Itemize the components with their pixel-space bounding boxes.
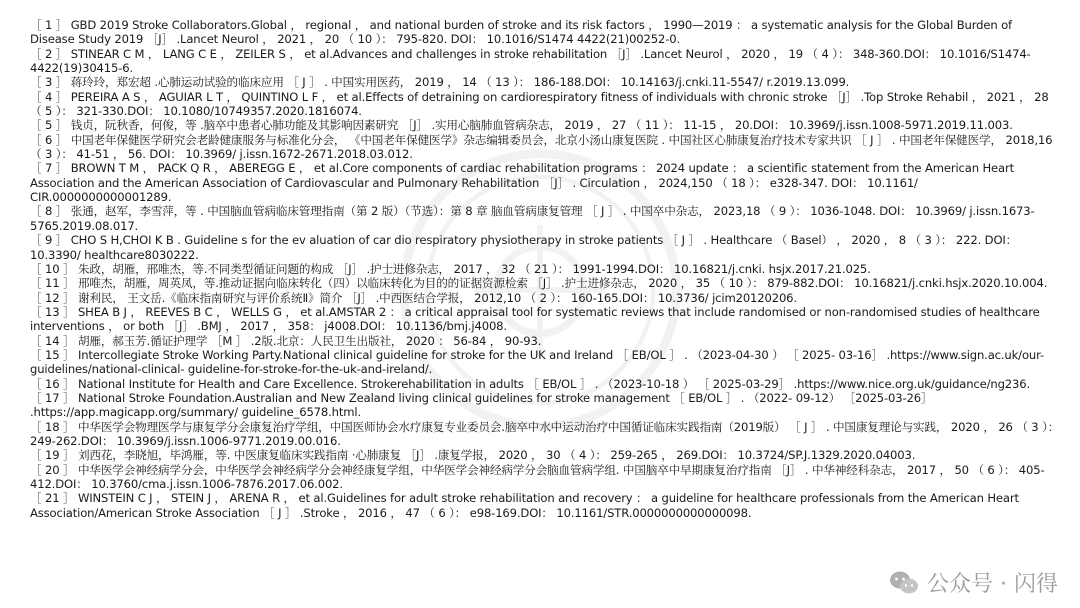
reference-entry: ［ 4 ］ PEREIRA A S ， AGUIAR L T ， QUINTINO L F ， et al.Effects of detraining on cardiorespiratory fitness of individuals with chronic stroke ［J］ .Top Stroke Rehabil ， 2021 ， 28 （ 5 ）： 321-330.DOI： 10.1080/10749357.2020.1816074. [30,89,1049,119]
reference-entry: ［ 11 ］ 邢唯杰，胡雁，周英凤，等.推动证据向临床转化（四）以临床转化为目的的证据资源检索 ［J］ .护士进修杂志， 2020 ， 35 （ 10 ）： 879-882.DOI： 10.16821/j.cnki.hsjx.2020.10.004. [30,276,1048,291]
reference-entry: ［ 16 ］ National Institute for Health and Care Excellence. Strokerehabilitation in adults ［ EB/OL ］ . （2023-10-18 ） ［ 2025-03-29］ .https://www.nice.org.uk/guidance/ng236. [30,376,1031,391]
reference-entry: ［ 15 ］ Intercollegiate Stroke Working Party.National clinical guideline for stroke for the UK and Ireland ［ EB/OL ］ . （2023-04-30 ） ［ 2025- 03-16］ .https://www.sign.ac.uk/our-guidelines/national-clinical- guideline-for-stroke-for-the-uk-and-ireland/. [30,347,1044,377]
reference-list [30,18,1060,520]
reference-entry: ［ 20 ］ 中华医学会神经病学分会，中华医学会神经病学分会神经康复学组，中华医学会神经病学分会脑血管病学组. 中国脑卒中早期康复治疗指南 ［J］ . 中华神经科杂志， 2017 ， 50 （ 6 ）： 405-412.DOI： 10.3760/cma.j.issn.1006-7876.2017.06.002. [30,462,1045,491]
reference-entry: ［ 8 ］ 张通，赵军，李雪萍，等 . 中国脑血管病临床管理指南（第 2 版）（节选）：第 8 章 脑血管病康复管理 ［ J ］ . 中国卒中杂志， 2023,18 （ 9 ）： 1036-1048. DOI： 10.3969/ j.issn.1673-5765.2019.08.017. [30,204,1035,233]
wechat-icon [889,570,919,596]
reference-entry: ［ 17 ］ National Stroke Foundation.Australian and New Zealand living clinical guidelines for stroke management ［ EB/OL ］ . （2022- 09-12） ［2025-03-26］ .https://app.magicapp.org/summary/ guideline_6578.html. [30,390,933,420]
reference-entry: ［ 3 ］ 蒋玲玲，郑宏超 .心肺运动试验的临床应用 ［ J ］ . 中国实用医药， 2019 ， 14 （ 13 ）： 186-188.DOI： 10.14163/j.cnki.11-5547/ r.2019.13.099. [30,75,850,90]
reference-entry: ［ 9 ］ CHO S H,CHOI K B . Guideline s for the ev aluation of car dio respiratory physiotherapy in stroke patients ［ J ］ . Healthcare （ Basel） ， 2020 ， 8 （ 3 ）： 222. DOI： 10.3390/ healthcare8030222. [30,233,1018,262]
reference-entry: ［ 7 ］ BROWN T M ， PACK Q R ， ABEREGG E ， et al.Core components of cardiac rehabilitation programs ： 2024 update ： a scientific statement from the American Heart Association and the American Association of Cardiovascular and Pulmonary Rehabilitation ［J］ . Circulation ， 2024,150 （ 18 ）： e328-347. DOI： 10.1161/ CIR.0000000000001289. [30,161,1014,205]
reference-entry: ［ 18 ］ 中华医学会物理医学与康复学分会康复治疗学组，中国医师协会水疗康复专业委员会.脑卒中水中运动治疗中国循证临床实践指南（2019版） ［ J ］ . 中国康复理论与实践， 2020 ， 26 （ 3 ）： 249-262.DOI： 10.3969/j.issn.1006-9771.2019.00.016. [30,419,1060,448]
reference-entry: ［ 5 ］ 钱贞，阮秋香，何俊，等 .脑卒中患者心肺功能及其影响因素研究 ［J］ .实用心脑肺血管病杂志， 2019 ， 27 （ 11 ）： 11-15 ， 20.DOI： 10.3969/j.issn.1008-5971.2019.11.003. [30,118,1013,133]
reference-entry: ［ 6 ］ 中国老年保健医学研究会老龄健康服务与标准化分会， 《中国老年保健医学》杂志编辑委员会，北京小汤山康复医院 . 中国社区心肺康复治疗技术专家共识 ［ J ］ . 中国老年保健医学， 2018,16 （ 3 ）： 41-51 ， 56. DOI： 10.3969/ j.issn.1672-2671.2018.03.012. [30,132,1053,162]
watermark-brand-text: 公众号 · 闪得 [927,572,1058,597]
reference-entry: ［ 2 ］ STINEAR C M ， LANG C E ， ZEILER S ， et al.Advances and challenges in stroke rehabilitation ［J］ .Lancet Neurol ， 2020 ， 19 （ 4 ）： 348-360.DOI： 10.1016/S1474-4422(19)30415-6. [30,46,1031,76]
watermark-brand [889,567,1058,598]
reference-entry: ［ 21 ］ WINSTEIN C J ， STEIN J ， ARENA R ， et al.Guidelines for adult stroke rehabilitation and recovery ： a guideline for healthcare professionals from the American Heart Association/American Stroke Association ［ J ］ .Stroke ， 2016 ， 47 （ 6 ）： e98-169.DOI： 10.1161/STR.0000000000000098. [30,491,1019,520]
reference-entry: ［ 19 ］ 刘西花，李晓旭，毕鸿雁，等. 中医康复临床实践指南 ·心肺康复 ［J］ .康复学报， 2020 ， 30 （ 4 ）： 259-265 ， 269.DOI： 10.3724/SP.J.1329.2020.04003. [30,448,916,463]
reference-entry: ［ 12 ］ 谢利民， 王文岳.《临床指南研究与评价系统Ⅱ》简介 ［J］ .中西医结合学报， 2012,10 （ 2 ）： 160-165.DOI： 10.3736/ jcim20120206. [30,290,797,305]
reference-entry: ［ 14 ］ 胡雁，郝玉芳.循证护理学 ［M ］ .2版.北京：人民卫生出版社， 2020 ： 56-84 ， 90-93. [30,333,542,348]
reference-entry: ［ 1 ］ GBD 2019 Stroke Collaborators.Global ， regional ， and national burden of stroke and its risk factors ， 1990—2019 ： a systematic analysis for the Global Burden of Disease Study 2019 ［J］ .Lancet Neurol ， 2021 ， 20 （ 10 ）： 795-820. DOI： 10.1016/S1474 4422(21)00252-0. [30,18,1012,47]
reference-entry: ［ 10 ］ 朱政，胡雁，邢唯杰，等.不同类型循证问题的构成 ［J］ .护士进修杂志， 2017 ， 32 （ 21 ）： 1991-1994.DOI： 10.16821/j.cnki. hsjx.2017.21.025. [30,261,871,276]
reference-entry: ［ 13 ］ SHEA B J ， REEVES B C ， WELLS G ， et al.AMSTAR 2 ： a critical appraisal tool for systematic reviews that include randomised or non-randomised studies of healthcare interventions ， or both ［J］ .BMJ ， 2017 ， 358： j4008.DOI： 10.1136/bmj.j4008. [30,304,1040,334]
